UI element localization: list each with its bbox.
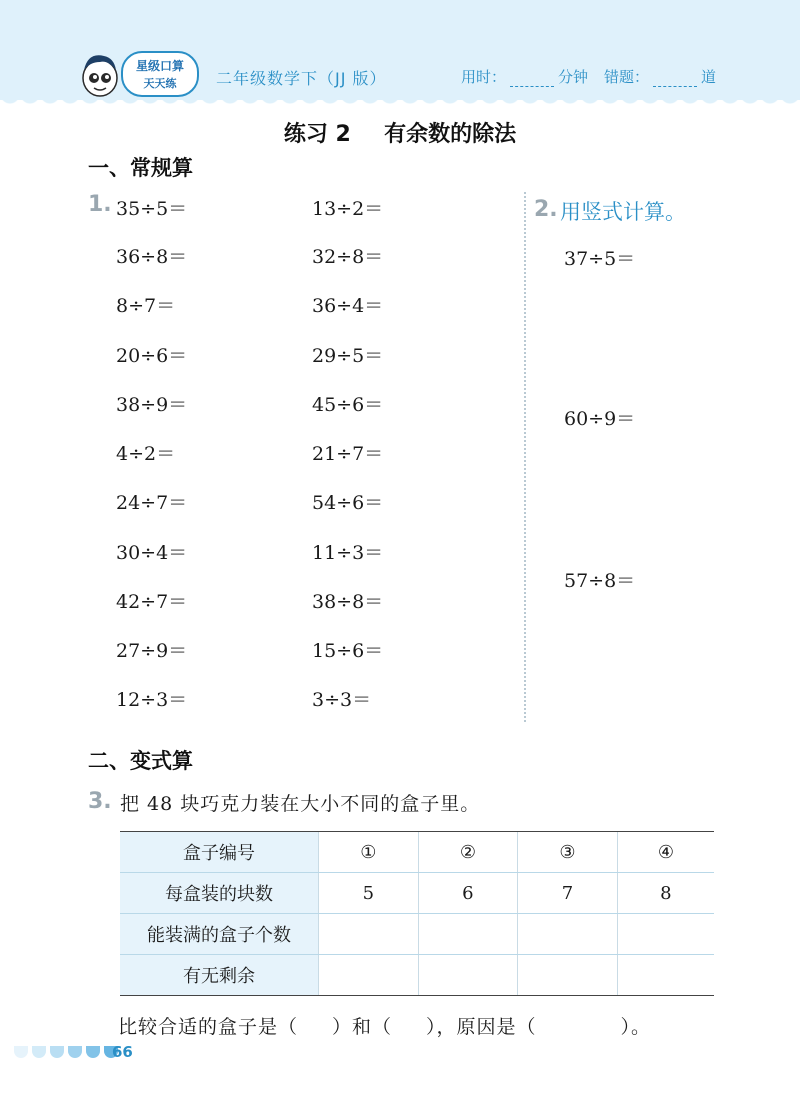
per-box-cell: 7 [518, 873, 618, 914]
q1-equation: 21÷7＝ [312, 443, 384, 465]
q1-equation: 11÷3＝ [312, 542, 384, 564]
table-row [120, 955, 714, 996]
chocolate-box-table [120, 831, 714, 996]
answer-cell[interactable] [518, 955, 618, 996]
table-row [120, 914, 714, 955]
table-row [120, 832, 714, 873]
q1-equation: 54÷6＝ [312, 492, 384, 514]
answer-text: ），原因是（ [426, 1016, 537, 1038]
q1-equation: 4÷2＝ [116, 443, 176, 465]
q1-equation: 32÷8＝ [312, 246, 384, 268]
q1-equation: 15÷6＝ [312, 640, 384, 662]
q3-text: 把 48 块巧克力装在大小不同的盒子里。 [120, 793, 481, 815]
minute-label: 分钟 [557, 68, 588, 86]
q2-equation: 57÷8＝ [564, 570, 636, 592]
row-header: 有无剩余 [120, 955, 319, 996]
answer-cell[interactable] [319, 914, 419, 955]
series-title: 二年级数学下（JJ 版） [216, 69, 387, 88]
q1-number: 1. [88, 192, 112, 217]
lesson-number: 练习 2 [283, 122, 351, 147]
time-blank[interactable] [510, 70, 554, 87]
q1-equation: 30÷4＝ [116, 542, 188, 564]
logo-text-line2: 天天练 [143, 77, 177, 90]
per-box-cell: 6 [418, 873, 518, 914]
q1-equation: 27÷9＝ [116, 640, 188, 662]
column-divider [524, 192, 526, 722]
q1-equation: 42÷7＝ [116, 591, 188, 613]
q2-equation: 60÷9＝ [564, 408, 636, 430]
q1-equation: 12÷3＝ [116, 689, 188, 711]
q2-number: 2. [534, 197, 558, 222]
box-id-cell: ② [418, 832, 518, 873]
answer-cell[interactable] [319, 955, 419, 996]
q1-equation: 8÷7＝ [116, 295, 176, 317]
time-label: 用时： [460, 68, 506, 86]
q2-title: 用竖式计算。 [560, 200, 686, 224]
answer-cell[interactable] [518, 914, 618, 955]
per-box-cell: 8 [617, 873, 714, 914]
q1-equation: 20÷6＝ [116, 345, 188, 367]
section2-heading: 二、变式算 [88, 749, 193, 773]
q1-equation: 36÷8＝ [116, 246, 188, 268]
q1-equation: 38÷9＝ [116, 394, 188, 416]
answer-text: ）和（ [332, 1016, 393, 1038]
lesson-title [0, 117, 800, 148]
q1-equation: 13÷2＝ [312, 198, 384, 220]
answer-cell[interactable] [418, 955, 518, 996]
section1-heading: 一、常规算 [88, 156, 193, 180]
q1-equation: 24÷7＝ [116, 492, 188, 514]
lesson-topic: 有余数的除法 [384, 122, 517, 147]
box-id-cell: ④ [617, 832, 714, 873]
row-header: 每盒装的块数 [120, 873, 319, 914]
q1-equation: 36÷4＝ [312, 295, 384, 317]
errors-label: 错题： [603, 68, 649, 86]
table-row [120, 873, 714, 914]
items-label: 道 [700, 68, 716, 86]
errors-blank[interactable] [653, 70, 697, 87]
answer-cell[interactable] [617, 955, 714, 996]
answer-text: 比较合适的盒子是（ [118, 1016, 299, 1038]
page-number: 66 [112, 1043, 133, 1061]
answer-cell[interactable] [418, 914, 518, 955]
per-box-cell: 5 [319, 873, 419, 914]
q1-equation: 29÷5＝ [312, 345, 384, 367]
q3-answer-line [118, 1012, 651, 1039]
box-id-cell: ① [319, 832, 419, 873]
time-error-record [461, 66, 716, 87]
row-header: 盒子编号 [120, 832, 319, 873]
mascot-logo-icon [78, 46, 208, 102]
q1-equation: 45÷6＝ [312, 394, 384, 416]
footer-decoration [14, 1046, 118, 1058]
logo-text-line1: 星级口算 [135, 59, 185, 73]
q1-equation: 38÷8＝ [312, 591, 384, 613]
q2-equation: 37÷5＝ [564, 248, 636, 270]
row-header: 能装满的盒子个数 [120, 914, 319, 955]
answer-text: ）。 [620, 1016, 652, 1038]
q3-number: 3. [88, 789, 112, 814]
q1-equation: 35÷5＝ [116, 198, 188, 220]
q1-equation: 3÷3＝ [312, 689, 372, 711]
answer-cell[interactable] [617, 914, 714, 955]
box-id-cell: ③ [518, 832, 618, 873]
